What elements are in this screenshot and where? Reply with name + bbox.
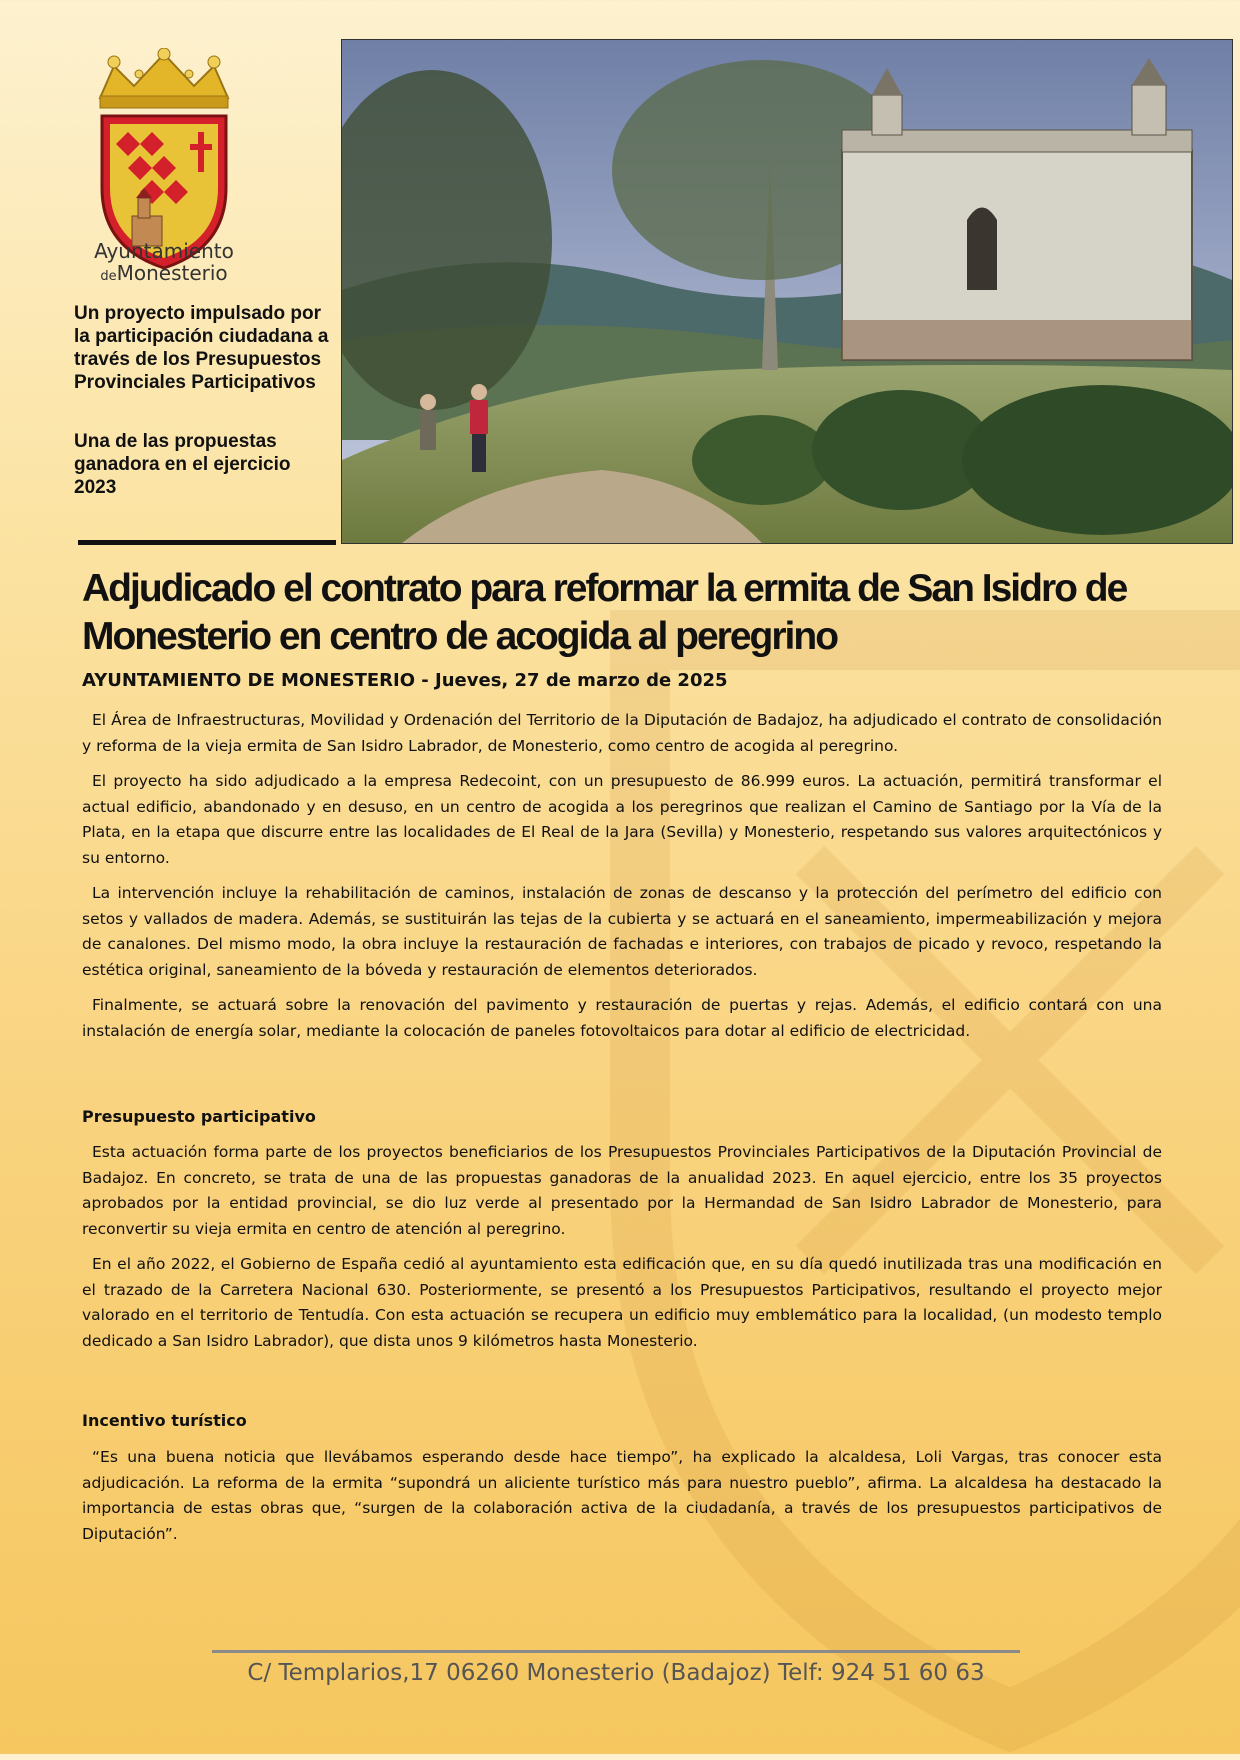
footer-address: C/ Templarios,17 06260 Monesterio (Badajoz) Telf: 924 51 60 63 (247, 1660, 985, 1686)
article-body-intro (82, 708, 1162, 1054)
article-byline: AYUNTAMIENTO DE MONESTERIO - Jueves, 27 de marzo de 2025 (82, 670, 728, 691)
logo-line-2 (80, 262, 248, 288)
section-body-presupuesto (82, 1140, 1162, 1364)
paragraph: El Área de Infraestructuras, Movilidad y Ordenación del Territorio de la Diputación de Badajoz, ha adjudicado el contrato de consolidación y reforma de la vieja ermita de San Isidro Labrador, de Monesterio, como centro de acogida al peregrino. (82, 711, 1162, 755)
logo-wordmark (80, 240, 248, 288)
section-heading-incentivo: Incentivo turístico (82, 1411, 247, 1430)
section-heading-presupuesto: Presupuesto participativo (82, 1107, 316, 1126)
paragraph: Finalmente, se actuará sobre la renovación del pavimento y restauración de puertas y rejas. Además, el edificio contará con una instalación de energía solar, mediante la colocación de paneles fotovoltaicos para dotar al edificio de electricidad. (82, 996, 1162, 1040)
logo-line-1: Ayuntamiento (94, 239, 234, 263)
paragraph: En el año 2022, el Gobierno de España cedió al ayuntamiento esta edificación que, en su día quedó inutilizada tras una modificación en el trazado de la Carretera Nacional 630. Posteriormente, se presentó a los Presupuestos Participativos, resultando el proyecto mejor valorado en el territorio de Tentudía. Con esta actuación se recupera un edificio muy emblemático para la localidad, (un modesto templo dedicado a San Isidro Labrador), que dista unos 9 kilómetros hasta Monesterio. (82, 1255, 1162, 1350)
logo-line-2-town: Monesterio (116, 261, 228, 285)
paragraph: La intervención incluye la rehabilitación de caminos, instalación de zonas de descanso y la protección del perímetro del edificio con setos y vallados de madera. Además, se sustituirán las tejas de la cubierta y se actuará en el saneamiento, impermeabilización y mejora de canalones. Del mismo modo, la obra incluye la restauración de fachadas e interiores, con trabajos de picado y revoco, respetando la estética original, saneamiento de la bóveda y restauración de elementos deteriorados. (82, 884, 1162, 979)
paragraph: Esta actuación forma parte de los proyectos beneficiarios de los Presupuestos Provinciales Participativos de la Diputación Provincial de Badajoz. En concreto, se trata de una de las propuestas ganadoras de la anualidad 2023. En aquel ejercicio, entre los 35 proyectos aprobados por la entidad provincial, se dio luz verde al presentado por la Hermandad de San Isidro Labrador de Monesterio, para reconvertir su vieja ermita en centro de atención al peregrino. (82, 1143, 1162, 1238)
paragraph: “Es una buena noticia que llevábamos esperando desde hace tiempo”, ha explicado la alcaldesa, Loli Vargas, tras conocer esta adjudicación. La reforma de la ermita “supondrá un aliciente turístico más para nuestro pueblo”, afirma. La alcaldesa ha destacado la importancia de estas obras que, “surgen de la colaboración activa de la ciudadanía, a través de los presupuestos participativos de Diputación”. (82, 1448, 1162, 1543)
paragraph: El proyecto ha sido adjudicado a la empresa Redecoint, con un presupuesto de 86.999 euros. La actuación, permitirá transformar el actual edificio, abandonado y en desuso, en un centro de acogida a los peregrinos que realizan el Camino de Santiago por la Vía de la Plata, en la etapa que discurre entre las localidades de El Real de la Jara (Sevilla) y Monesterio, respetando sus valores arquitectónicos y su entorno. (82, 772, 1162, 867)
side-note-project: Un proyecto impulsado por la participación ciudadana a través de los Presupuestos Provinciales Participativos (74, 303, 329, 393)
footer-divider (212, 1650, 1020, 1653)
side-divider (78, 540, 336, 545)
logo-line-2-prefix: de (100, 269, 117, 284)
side-note-winner: Una de las propuestas ganadora en el ejercicio 2023 (74, 431, 291, 498)
section-body-incentivo (82, 1445, 1162, 1557)
article-headline: Adjudicado el contrato para reformar la ermita de San Isidro de Monesterio en centro de acogida al peregrino (82, 567, 1127, 658)
hero-photo (341, 39, 1233, 544)
